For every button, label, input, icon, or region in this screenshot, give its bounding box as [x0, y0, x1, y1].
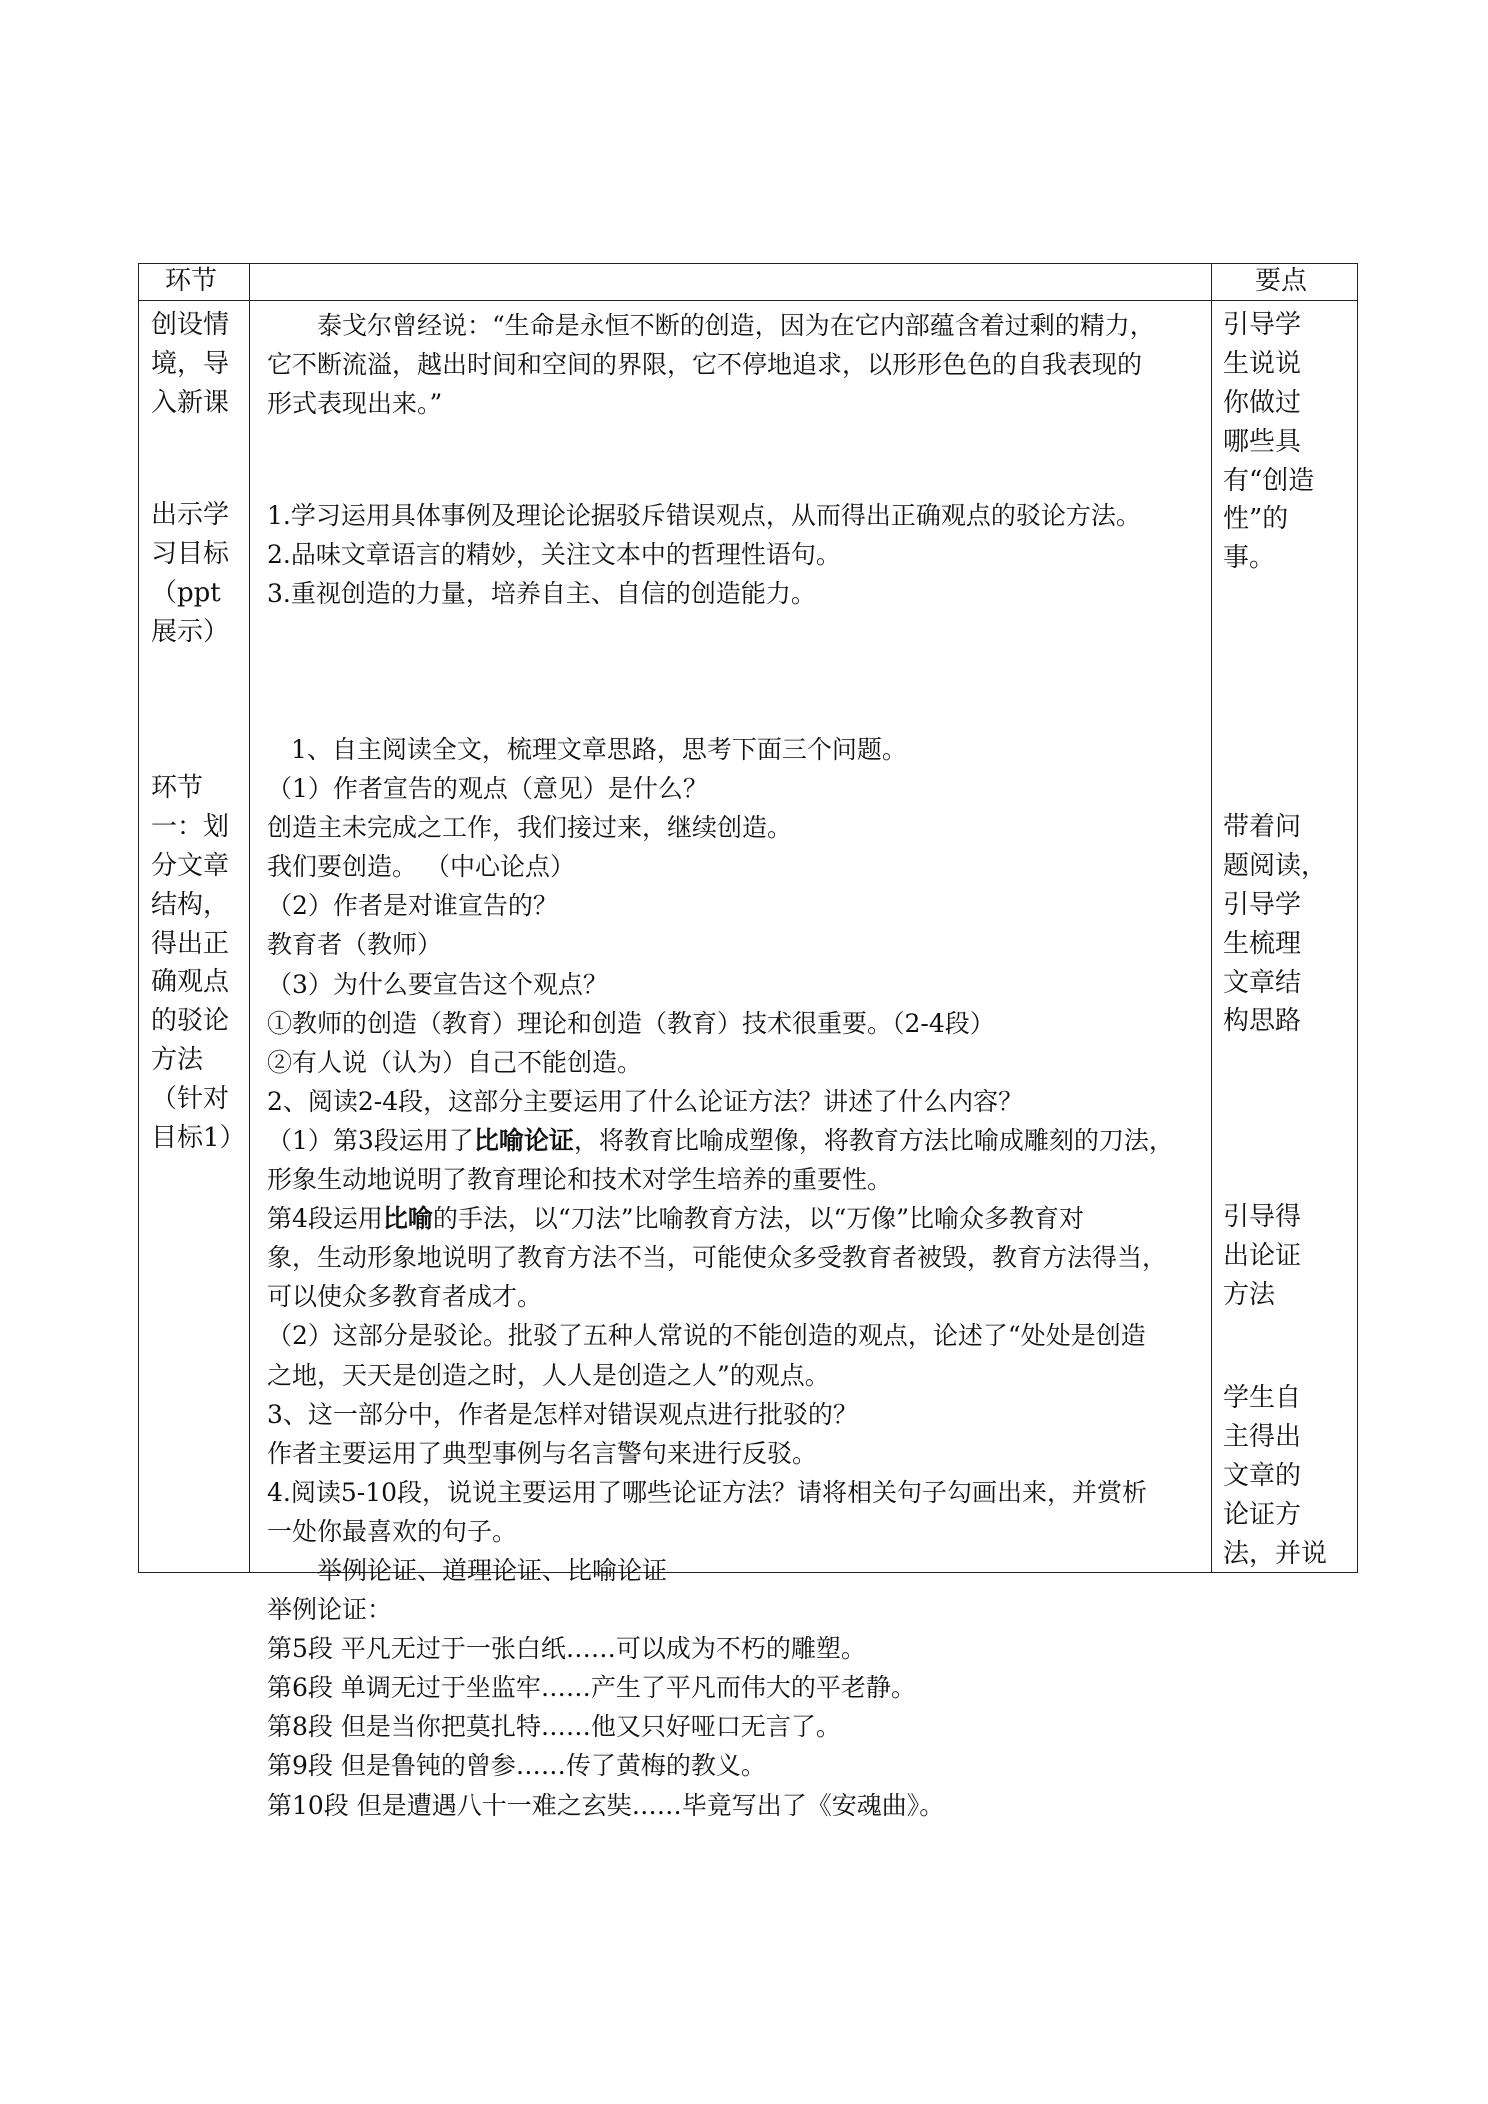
column-divider — [249, 264, 250, 1572]
col3-block-intro: 引导学 生说说 你做过 哪些具 有“创造 性”的 事。 — [1223, 310, 1315, 574]
col1-block-goals: 出示学 习目标 （ppt 展示） — [151, 500, 230, 647]
lesson-plan-table — [138, 263, 1358, 1820]
col2-learning-goals: 1.学习运用具体事例及理论论据驳斥错误观点，从而得出正确观点的驳论方法。 2.品味文章语言的精妙，关注文本中的哲理性语句。 3.重视创造的力量，培养自主、自信的创造能力。 — [267, 501, 1141, 609]
header-divider — [139, 300, 1357, 301]
metaphor-line: （1）第3段运用了比喻论证，将教育比喻成塑像，将教育方法比喻成雕刻的刀法， — [267, 1125, 1174, 1155]
header-col1: 环节 — [165, 266, 218, 296]
col1-block-intro: 创设情 境，导 入新课 — [151, 310, 230, 418]
metaphor-line-2: 第4段运用比喻的手法，以“刀法”比喻教育方法，以“万像”比喻众多教育对 — [267, 1204, 1085, 1234]
col1-block-step1: 环节 一：划 分文章 结构， 得出正 确观点 的驳论 方法 （针对 目标1） — [151, 773, 246, 1154]
col2-intro-quote: 泰戈尔曾经说：“生命是永恒不断的创造，因为在它内部蕴含着过剩的精力， 它不断流溢，越出时间和空间的界限，它不停地追求，以形形色色的自我表现的 形式表现出来。” — [267, 311, 1155, 419]
col2-step1-content: 1、自主阅读全文，梳理文章思路，思考下面三个问题。 （1）作者宣告的观点（意见）是什么？ 创造主未完成之工作，我们接过来，继续创造。 我们要创造。 （中心论点） （2）作者是对谁宣告的？ 教育者（教师） （3）为什么要宣告这个观点？ ①教师的创造（教育）理论和创造（教育）技术很重要。（2-4段） ②有人说（认为）自己不能创造。 2、阅读2-4段，这部分主要运用了什么论证方法？讲述了什么内容？ （1）第3段运用了比喻论证，将教育比喻成塑像，将教育方法比喻成雕刻的刀法， 形象生动地说明了教育理论和技术对学生培养的重要性。 第4段运用比喻的手法，以“刀法”比喻教育方法，以“万像”比喻众多教育对 象，生动形象地说明了教育方法不当，可能使众多受教育者被毁，教育方法得当， 可以使众多教育者成才。 （2）这部分是驳论。批驳了五种人常说的不能创造的观点，论述了“处处是创造 之地，天天是创造之时，人人是创造之人”的观点。 3、这一部分中，作者是怎样对错误观点进行批驳的？ 作者主要运用了典型事例与名言警句来进行反驳。 4.阅读5-10段，说说主要运用了哪些论证方法？请将相关句子勾画出来，并赏析 一处你最喜欢的句子。 举例论证、道理论证、比喻论证 举例论证： 第5段 平凡无过于一张白纸……可以成为不朽的雕塑。 第6段 单调无过于坐监牢……产生了平凡而伟大的平老静。 第8段 但是当你把莫扎特……他又只好哑口无言了。 第9段 但是鲁钝的曾参……传了黄梅的教义。 第10段 但是遭遇八十一难之玄奘……毕竟写出了《安魂曲》。 — [267, 735, 1174, 1820]
col3-block-students: 学生自 主得出 文章的 论证方 法，并说 — [1223, 1383, 1328, 1569]
column-divider — [1211, 264, 1212, 1572]
col3-block-methods: 引导得 出论证 方法 — [1223, 1202, 1302, 1310]
col3-block-reading: 带着问 题阅读， 引导学 生梳理 文章结 构思路 — [1223, 812, 1328, 1037]
header-col3: 要点 — [1255, 266, 1308, 296]
